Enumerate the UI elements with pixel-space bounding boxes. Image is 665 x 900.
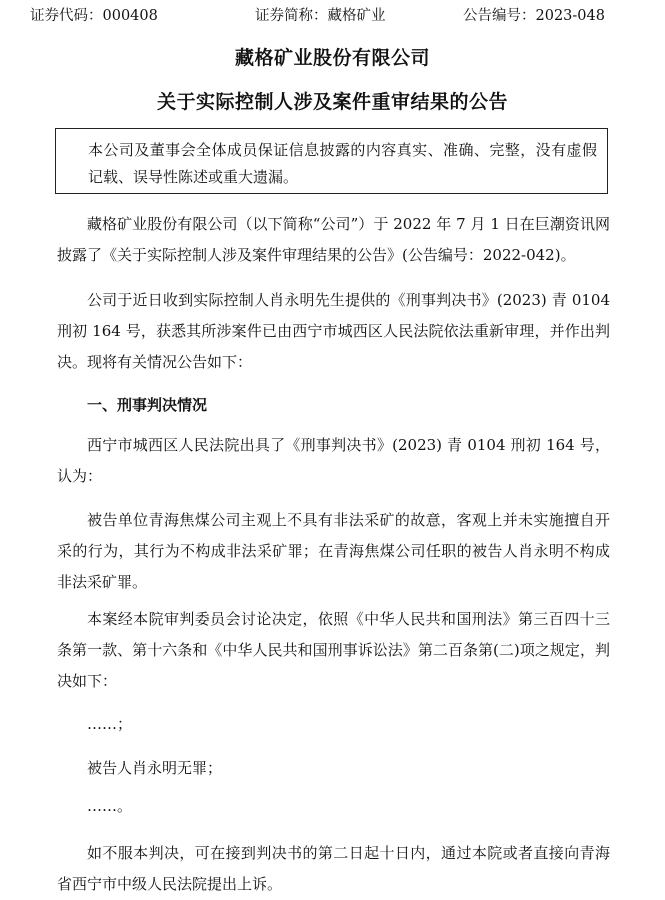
paragraph-court-opinion: 西宁市城西区人民法院出具了《刑事判决书》(2023) 青 0104 刑初 164 号，认为： — [57, 436, 610, 485]
stock-code: 证券代码：000408 — [30, 8, 158, 24]
paragraph-finding: 被告单位青海焦煤公司主观上不具有非法采矿的故意，客观上并未实施擅自开采的行为，其行为不构成非法采矿罪；在青海焦煤公司任职的被告人肖永明不构成非法采矿罪。 — [57, 511, 610, 591]
document-header — [0, 6, 665, 26]
company-title: 藏格矿业股份有限公司 — [234, 47, 430, 69]
stock-abbreviation: 证券简称：藏格矿业 — [255, 8, 386, 24]
paragraph-receipt: 公司于近日收到实际控制人肖永明先生提供的《刑事判决书》(2023) 青 0104 刑初 164 号，获悉其所涉案件已由西宁市城西区人民法院依法重新审理，并作出判决。现将有关情况公告如下： — [57, 291, 610, 371]
paragraph-verdict: 被告人肖永明无罪； — [87, 759, 223, 777]
announcement-title: 关于实际控制人涉及案件重审结果的公告 — [156, 91, 508, 113]
paragraph-ellipsis-2: ……。 — [87, 797, 133, 815]
paragraph-decision-basis: 本案经本院审判委员会讨论决定，依照《中华人民共和国刑法》第三百四十三条第一款、第十六条和《中华人民共和国刑事诉讼法》第二百条第(二)项之规定，判决如下： — [57, 610, 610, 690]
paragraph-background: 藏格矿业股份有限公司（以下简称“公司”）于 2022 年 7 月 1 日在巨潮资讯网披露了《关于实际控制人涉及案件审理结果的公告》(公告编号：2022-042)。 — [57, 215, 610, 264]
disclaimer-box — [55, 128, 608, 194]
section-heading-judgment: 一、刑事判决情况 — [87, 396, 208, 414]
disclaimer-text: 本公司及董事会全体成员保证信息披露的内容真实、准确、完整，没有虚假记载、误导性陈述或重大遗漏。 — [88, 141, 597, 186]
announcement-number: 公告编号：2023-048 — [463, 8, 605, 24]
paragraph-appeal: 如不服本判决，可在接到判决书的第二日起十日内，通过本院或者直接向青海省西宁市中级人民法院提出上诉。 — [57, 844, 610, 893]
paragraph-ellipsis-1: ……； — [87, 715, 133, 733]
